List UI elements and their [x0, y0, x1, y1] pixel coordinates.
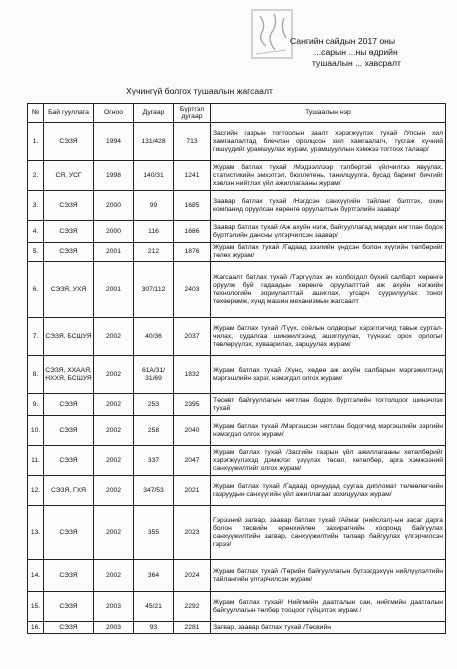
- cell-registration-number: 713: [174, 123, 211, 161]
- cell-order-name: Жагсаалт батлах тухай /Тэргүүлэх ач холбогдол бүхий салбарт хөрөнгө оруулж буй гадаадын хөрөнгө оруулалттай аж ахуйн нэгжийн технологийн зориулалттай ашиглах, угсарч суурилуулах тоног төхөөрөмж, хүнд машин механизмын жагсаалт: [211, 262, 446, 318]
- cell-number: 3.: [28, 191, 44, 221]
- cell-organization: СЭЗЯ: [44, 592, 94, 622]
- cell-organization: СЭЗЯ: [44, 243, 94, 262]
- table-row: [28, 191, 446, 221]
- header-order-name: Тушаалын нэр: [211, 104, 446, 123]
- cell-date: 2002: [94, 560, 134, 592]
- cell-order-name: Засгийн газрын тогтоолын заалт хэрэгжүүлэх тухай /Улсын хил хамгаалалтад биечлэн оролцсон хил хамгаалагч, тусгаж хүчний гишүүдийг урамшуулах журам, урамшууллын хэмжээ тогтоох талаар/: [211, 123, 446, 161]
- cell-order-name: Загвар, заавар батлах тухай /Төсвийн: [211, 622, 446, 634]
- cell-order-name: Журам батлах тухай /Төрийн байгууллагын бүтээгдэхүүн нийлүүлэлтийн тайлангийн үлгэрчилсэн журам/: [211, 560, 446, 592]
- cell-number: 16.: [28, 622, 44, 634]
- cell-order-name: Журам батлах тухай /Түүх, соёлын олдворыг хэрэглэгчид тавьж сурталчилах, судалгаа шинжилгээнд ашиглуулах, түүнээс орох орлогыг төвлөрүүлэх, хуваарилах, зарцуулах журам/: [211, 318, 446, 356]
- cell-order-number: 93: [134, 622, 174, 634]
- cell-registration-number: 1832: [174, 356, 211, 394]
- cell-number: 13.: [28, 506, 44, 560]
- cell-organization: СЭЗЯ: [44, 394, 94, 416]
- cell-organization: СЭЗЯ: [44, 446, 94, 476]
- cell-order-name: Журам батлах тухай /Хүнс, хөдөө аж ахуйн салбарын мэргэжилтэнд мэргэшлийн зэрэг, нэмэгдэл олгох журам/: [211, 356, 446, 394]
- cell-date: 2002: [94, 356, 134, 394]
- table-row: [28, 592, 446, 622]
- header-organization: Бай гууллага: [44, 104, 94, 123]
- cell-organization: СЭЗЯ: [44, 506, 94, 560]
- table-row: [28, 123, 446, 161]
- table-row: [28, 262, 446, 318]
- order-attachment-note: [290, 36, 452, 69]
- cell-organization: СЭЗЯ, ХХААЯ, НХХЯ, БСШУЯ: [44, 356, 94, 394]
- cell-date: 2002: [94, 416, 134, 446]
- cell-order-number: 45/21: [134, 592, 174, 622]
- cell-registration-number: 2395: [174, 394, 211, 416]
- cell-order-name: Журам батлах тухай /Гадаад зээлийн үндсэн болон хүүгийн төлбөрийг төлөх журам/: [211, 243, 446, 262]
- cell-registration-number: 2021: [174, 476, 211, 506]
- table-row: [28, 476, 446, 506]
- cell-number: 2.: [28, 161, 44, 191]
- cell-order-name: Төсөвт байгууллагын нягтлан бодох бүртгэлийн тогтолцоог шинэчлэх тухай: [211, 394, 446, 416]
- cell-number: 14.: [28, 560, 44, 592]
- cell-order-name: Журам батлах тухай/ Нийгмийн даатгалын сан, нийгмийн даатгалын байгууллагын төлбөр тооцоог гүйцэтгэх журам /: [211, 592, 446, 622]
- cell-registration-number: 2292: [174, 592, 211, 622]
- cell-number: 6.: [28, 262, 44, 318]
- cell-date: 2000: [94, 191, 134, 221]
- cell-order-name: Заавар батлах тухай /Нэгдсэн санхүүгийн тайланг бэлтгэх, охин компанид оруулсан хөрөнгө оруулалтын бүртгэлийн заавар/: [211, 191, 446, 221]
- cell-order-number: 40/36: [134, 318, 174, 356]
- cell-order-number: 253: [134, 394, 174, 416]
- cell-order-number: 99: [134, 191, 174, 221]
- cell-number: 9.: [28, 394, 44, 416]
- cell-order-name: Заавар батлах тухай /Аж ахуйн нэгж, байгууллагад мөрдөх нягтлан бодох бүртгэлийн дансны үлгэрчилсэн заавар/: [211, 221, 446, 243]
- cell-order-name: Гэрээний загвар, заавар батлах тухай /Аймаг (нийслэл)-ын засаг дарга болон төсвийн ерөнхийлөн захирагчийн хооронд байгуулах санхүүжилтийн загвар, санхүүжилтийн талаар байгуулах үлгэрчилсэн гэрээ/: [211, 506, 446, 560]
- cell-date: 2002: [94, 394, 134, 416]
- cell-number: 8.: [28, 356, 44, 394]
- cell-date: 1994: [94, 123, 134, 161]
- note-line-1: Сангийн сайдын 2017 оны: [290, 36, 396, 46]
- cell-organization: СЭЗЯ: [44, 221, 94, 243]
- cell-organization: СЭЗЯ: [44, 560, 94, 592]
- cell-registration-number: 2023: [174, 506, 211, 560]
- cell-number: 12.: [28, 476, 44, 506]
- cell-organization: СЭЗЯ, БСШУЯ: [44, 318, 94, 356]
- table-row: [28, 243, 446, 262]
- cell-order-number: 347/53: [134, 476, 174, 506]
- table-header-row: [28, 104, 446, 123]
- table-row: [28, 221, 446, 243]
- cell-registration-number: 2040: [174, 416, 211, 446]
- table-row: [28, 446, 446, 476]
- cell-number: 11.: [28, 446, 44, 476]
- header-order-number: Дугаар: [134, 104, 174, 123]
- cell-order-number: 258: [134, 416, 174, 446]
- cell-order-number: 212: [134, 243, 174, 262]
- table-row: [28, 394, 446, 416]
- cell-order-number: 307/112: [134, 262, 174, 318]
- header-date: Огноо: [94, 104, 134, 123]
- cell-registration-number: 1686: [174, 221, 211, 243]
- cell-registration-number: 2037: [174, 318, 211, 356]
- table-row: [28, 318, 446, 356]
- cell-order-number: 355: [134, 506, 174, 560]
- cell-order-number: 131/428: [134, 123, 174, 161]
- cell-number: 5.: [28, 243, 44, 262]
- cell-order-number: 116: [134, 221, 174, 243]
- cell-registration-number: 2281: [174, 622, 211, 634]
- cell-date: 2003: [94, 592, 134, 622]
- cell-order-name: Журам батлах тухай /Мэргэшсэн нягтлан бодогчид мэргэшлийн зэргийн нэмэгдэл олгох журам/: [211, 416, 446, 446]
- header-number: №: [28, 104, 44, 123]
- cell-number: 4.: [28, 221, 44, 243]
- cell-registration-number: 2047: [174, 446, 211, 476]
- cell-date: 2000: [94, 221, 134, 243]
- cell-number: 7.: [28, 318, 44, 356]
- cell-order-number: 364: [134, 560, 174, 592]
- cell-registration-number: 2024: [174, 560, 211, 592]
- table-row: [28, 161, 446, 191]
- cell-organization: СЭЗЯ: [44, 123, 94, 161]
- cell-date: 2003: [94, 622, 134, 634]
- note-line-3: тушаалын ... хавсралт: [312, 58, 401, 68]
- cell-order-name: Журам батлах тухай /Гадаад орнуудад суугаа дипломат төлөөлөгчийн газруудын санхүүгийн үйл ажиллагааг зохицуулах журам/: [211, 476, 446, 506]
- cell-organization: СЭЗЯ: [44, 416, 94, 446]
- header-registration-number: Бүртгэл дугаар: [174, 104, 211, 123]
- cell-number: 1.: [28, 123, 44, 161]
- cell-organization: СЯ, УСГ: [44, 161, 94, 191]
- page-title: Хүчингүй болгох тушаалын жагсаалт: [126, 86, 273, 96]
- cell-organization: СЭЗЯ, УХЯ: [44, 262, 94, 318]
- cell-date: 2002: [94, 506, 134, 560]
- table-row: [28, 356, 446, 394]
- cell-date: 2002: [94, 318, 134, 356]
- cell-number: 10.: [28, 416, 44, 446]
- cell-registration-number: 1685: [174, 191, 211, 221]
- note-line-2: ...сарын ...ны өдрийн: [314, 47, 398, 57]
- orders-table: [27, 103, 446, 634]
- table-row: [28, 506, 446, 560]
- table-row: [28, 416, 446, 446]
- cell-registration-number: 1241: [174, 161, 211, 191]
- cell-date: 2001: [94, 262, 134, 318]
- cell-order-number: 61А/31/ 31/69: [134, 356, 174, 394]
- cell-organization: СЭЗЯ, ГХЯ: [44, 476, 94, 506]
- cell-order-name: Журам батлах тухай /Мэдээллээр тэлбертэй үйлчилгээ явуулах, статистикийн эмхэтгэл, бюллетень, танилцуулга, бусад баримт бичгийг хэвлэн нийтлэх үйл ажиллагааны журам/: [211, 161, 446, 191]
- cell-order-name: Журам батлах тухай /Засгийн газрын үйл ажиллагааны хөтөлбөрийг хэрэгжүүлэхэд дэмжлэг үзүүлэх төсөл, хөтөлбөр, арга хэмжээний санхүүжилтийг олгох журам/: [211, 446, 446, 476]
- cell-organization: СЭЗЯ: [44, 622, 94, 634]
- cell-order-number: 140/31: [134, 161, 174, 191]
- cell-order-number: 337: [134, 446, 174, 476]
- cell-registration-number: 2403: [174, 262, 211, 318]
- cell-organization: СЭЗЯ: [44, 191, 94, 221]
- table-row: [28, 560, 446, 592]
- cell-number: 15.: [28, 592, 44, 622]
- cell-date: 2002: [94, 446, 134, 476]
- cell-registration-number: 1876: [174, 243, 211, 262]
- cell-date: 2002: [94, 476, 134, 506]
- cell-date: 2001: [94, 243, 134, 262]
- table-row: [28, 622, 446, 634]
- cell-date: 1998: [94, 161, 134, 191]
